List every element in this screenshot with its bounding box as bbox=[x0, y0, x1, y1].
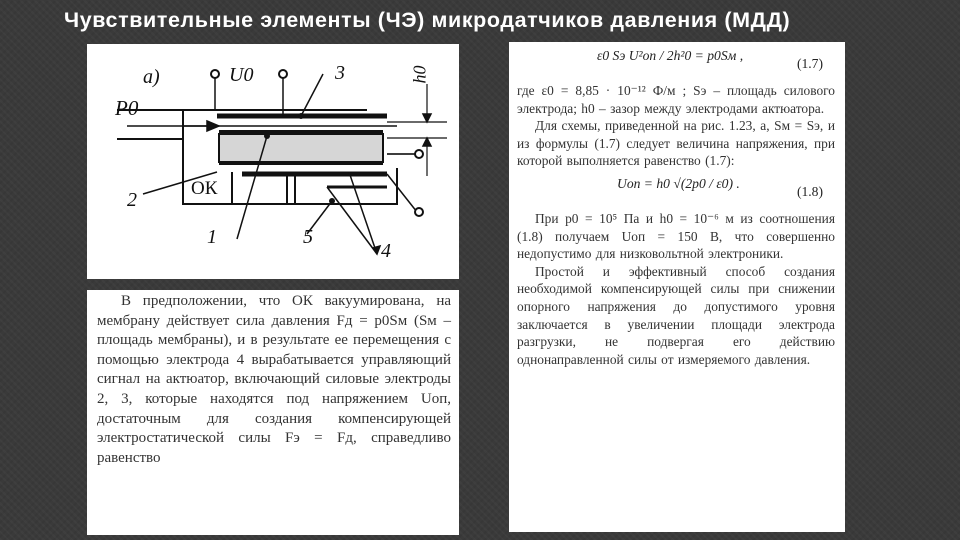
formula-1-7 bbox=[517, 42, 835, 82]
diagram-label-p0: P0 bbox=[115, 96, 139, 120]
slide-title: Чувствительные элементы (ЧЭ) микродатчиков давления (МДД) bbox=[64, 8, 791, 32]
diagram-label-ok: ОК bbox=[191, 178, 218, 199]
right-paragraph-4: Простой и эффективный способ создания необходимой компенсирующей силы при снижении опорного напряжения до допустимого уровня заключается в увеличении площади электрода разгрузки, не подвергая его действию однонаправленной силы от измеряемого давления. bbox=[517, 263, 835, 367]
left-paragraph: В предположении, что ОК вакуумирована, на мембрану действует сила давления Fд = p0Sм (Sм – площадь мембраны), и в результате ее перемещения с помощью электрода 4 вырабатывается управляющий сигнал на актюатор, включающий силовые электроды 2, 3, которые находятся под напряжением Uоп, достаточным для создания компенсирующей электростатической силы Fэ = Fд, справедливо равенство bbox=[97, 293, 451, 466]
right-text-panel bbox=[509, 42, 845, 532]
right-paragraph-3: При p0 = 10⁵ Па и h0 = 10⁻⁶ м из соотношения (1.8) получаем Uоп = 150 В, что совершенно недопустимо для низковольтной электроники. bbox=[517, 210, 835, 262]
diagram-number-5: 5 bbox=[303, 226, 313, 248]
diagram-label-u0: U0 bbox=[229, 64, 254, 86]
membrane bbox=[219, 134, 383, 162]
formula-1-7-expression: ε0 Sэ U²оп / 2h²0 = p0Sм , bbox=[597, 48, 744, 63]
formula-1-7-number: (1.7) bbox=[796, 56, 823, 71]
diagram-number-1: 1 bbox=[207, 226, 217, 248]
diagram-label-h0: h0 bbox=[409, 65, 430, 84]
formula-1-8 bbox=[517, 170, 835, 210]
formula-1-8-expression: Uоп = h0 √(2p0 / ε0) . bbox=[617, 175, 740, 191]
diagram-number-3: 3 bbox=[335, 62, 345, 84]
formula-1-8-number: (1.8) bbox=[796, 183, 823, 199]
right-paragraph-1: где ε0 = 8,85 · 10⁻¹² Ф/м ; Sэ – площадь силового электрода; h0 – зазор между электродами актюатора. bbox=[517, 83, 835, 116]
left-text-panel bbox=[87, 290, 459, 535]
diagram-number-4: 4 bbox=[381, 240, 391, 262]
diagram-number-2: 2 bbox=[127, 189, 137, 211]
right-paragraph-2: Для схемы, приведенной на рис. 1.23, а, Sм = Sэ, и из формулы (1.7) следует величина напряжения, при которой выполняется равенство (1.7): bbox=[517, 118, 835, 169]
sensor-diagram bbox=[87, 44, 459, 279]
diagram-label-a: а) bbox=[143, 66, 160, 88]
